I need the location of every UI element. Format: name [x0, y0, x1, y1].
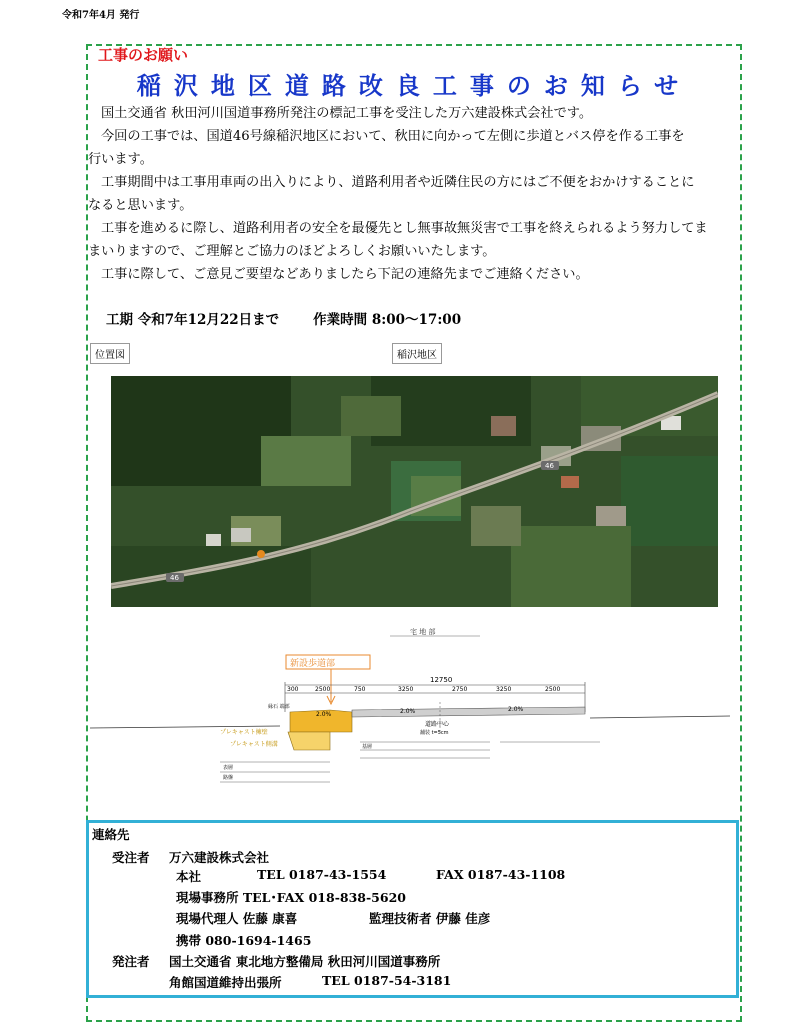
total-width-label: 12750	[430, 676, 453, 684]
notice-label: 工事のお願い	[98, 46, 189, 64]
precast-gutter-label: プレキャスト側溝	[230, 741, 278, 748]
surface-layer-label: 表層	[223, 765, 234, 771]
mobile-number: 携帯 080-1694-1465	[176, 933, 312, 948]
cross-section-diagram	[90, 622, 730, 802]
dimension-label: 2500	[315, 686, 331, 693]
dimension-label: 2500	[545, 686, 561, 693]
head-office-tel: TEL 0187-43-1554	[257, 867, 387, 882]
body-paragraph: 工事に際して、ご意見ご要望などありましたら下記の連絡先までご連絡ください。	[101, 267, 589, 282]
slope-label: 2.0%	[400, 708, 416, 715]
location-map-label: 位置図	[90, 343, 130, 364]
branch-office: 角館国道維持出張所	[169, 975, 282, 990]
client-label: 発注者	[112, 954, 150, 969]
contact-heading: 連絡先	[92, 827, 130, 842]
dimension-label: 750	[354, 686, 366, 693]
work-hours: 作業時間 8:00～17:00	[313, 312, 462, 328]
body-paragraph: 行います。	[88, 152, 153, 167]
body-paragraph: 工事を進めるに際し、道路利用者の安全を最優先とし無事故無災害で工事を終えられるよう努力してま	[101, 221, 708, 236]
contractor-label: 受注者	[112, 850, 150, 865]
site-office: 現場事務所 TEL･FAX 018-838-5620	[176, 890, 406, 905]
base-layer-label: 基層	[362, 744, 373, 750]
slope-label: 2.0%	[316, 711, 332, 718]
page-title: 稲沢地区道路改良工事のお知らせ	[136, 71, 692, 100]
curb-label: 縁石 端部	[268, 704, 290, 710]
head-office-fax: FAX 0187-43-1108	[436, 867, 566, 882]
dimension-label: 3250	[496, 686, 512, 693]
slope-label: 2.0%	[508, 706, 524, 713]
notice-body	[88, 102, 738, 286]
cross-section-drawing	[90, 622, 730, 802]
dimension-label: 300	[287, 686, 299, 693]
body-paragraph: 国土交通省 秋田河川国道事務所発注の標記工事を受注した万六建設株式会社です。	[101, 106, 593, 121]
contractor-name: 万六建設株式会社	[169, 850, 270, 865]
dimension-label: 3250	[398, 686, 414, 693]
new-sidewalk-label: 新設歩道部	[290, 659, 336, 669]
dimension-label: 2750	[452, 686, 468, 693]
site-agent: 現場代理人 佐藤 康喜	[176, 911, 298, 926]
issue-date: 令和7年4月 発行	[62, 10, 140, 21]
aerial-photo	[111, 376, 718, 607]
client-name: 国土交通省 東北地方整備局 秋田河川国道事務所	[169, 954, 441, 969]
road-center-label: 道路中心	[425, 721, 450, 728]
schedule	[106, 308, 461, 328]
body-paragraph: 今回の工事では、国道46号線稲沢地区において、秋田に向かって左側に歩道とバス停を作る工事を	[101, 129, 685, 144]
body-paragraph: なると思います。	[88, 198, 193, 213]
road-number-label: 46	[170, 574, 179, 582]
head-office-label: 本社	[176, 869, 202, 884]
body-paragraph: まいりますので、ご理解とご協力のほどよろしくお願いいたします。	[88, 244, 496, 259]
branch-tel: TEL 0187-54-3181	[322, 973, 452, 988]
residential-label: 宅 地 部	[410, 628, 436, 636]
chief-engineer: 監理技術者 伊藤 佳彦	[369, 911, 491, 926]
work-period: 工期 令和7年12月22日まで	[106, 312, 280, 328]
subbase-layer-label: 路盤	[223, 775, 234, 781]
road-number-label: 46	[545, 462, 554, 470]
pavement-note: 舗装 t=5cm	[420, 730, 449, 736]
aerial-map	[111, 376, 718, 607]
area-label: 稲沢地区	[392, 343, 442, 364]
body-paragraph: 工事期間中は工事用車両の出入りにより、道路利用者や近隣住民の方にはご不便をおかけすることに	[101, 175, 695, 190]
precast-wall-label: プレキャスト擁壁	[220, 729, 268, 736]
